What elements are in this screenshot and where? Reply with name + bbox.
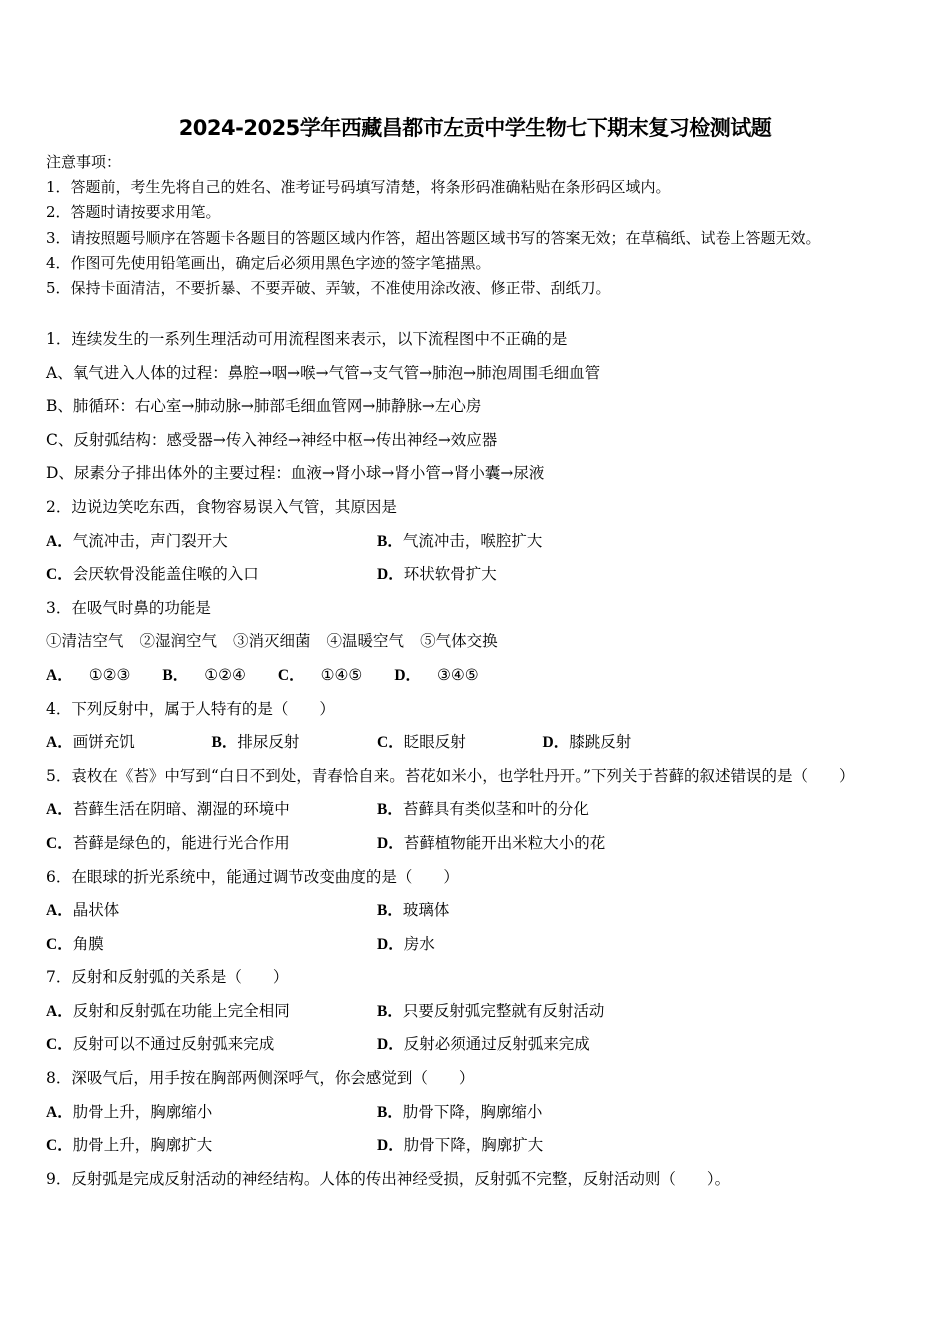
option-label: C． bbox=[46, 935, 73, 953]
option-a bbox=[46, 666, 146, 684]
list-item: ③消灭细菌 bbox=[233, 632, 311, 651]
option-text: 肋骨上升，胸廓缩小 bbox=[72, 1102, 213, 1121]
option: A、氧气进入人体的过程：鼻腔→咽→喉→气管→支气管→肺泡→肺泡周围毛细血管 bbox=[46, 363, 601, 382]
option-c bbox=[46, 558, 377, 592]
item-list bbox=[46, 625, 896, 659]
option: D、尿素分子排出体外的主要过程：血液→肾小球→肾小管→肾小囊→尿液 bbox=[46, 464, 545, 483]
option-text: 肋骨下降，胸廓扩大 bbox=[403, 1136, 544, 1155]
option-label: B． bbox=[377, 801, 403, 819]
option-row bbox=[46, 793, 896, 827]
option-row bbox=[46, 525, 896, 559]
option-label: D． bbox=[377, 1036, 404, 1054]
option-text: 房水 bbox=[403, 934, 435, 953]
option-row bbox=[46, 1028, 896, 1062]
option-label: B． bbox=[377, 1103, 403, 1121]
option-label: B． bbox=[377, 532, 403, 550]
option-d bbox=[377, 1129, 708, 1163]
option-label: C． bbox=[46, 1137, 73, 1155]
option-text: 反射和反射弧在功能上完全相同 bbox=[72, 1001, 290, 1020]
page-title: 2024-2025学年西藏昌都市左贡中学生物七下期末复习检测试题 bbox=[178, 116, 772, 140]
option-d bbox=[377, 827, 708, 861]
question-stem: 2．边说边笑吃东西，食物容易误入气管，其原因是 bbox=[46, 497, 397, 516]
option-c bbox=[46, 1129, 377, 1163]
option: C、反射弧结构：感受器→传入神经→神经中枢→传出神经→效应器 bbox=[46, 430, 498, 449]
option-row bbox=[46, 894, 896, 928]
option-text: 膝跳反射 bbox=[569, 733, 632, 752]
option-label: A． bbox=[46, 734, 73, 752]
option-label: B． bbox=[377, 902, 403, 920]
option-b bbox=[162, 666, 262, 684]
option-row bbox=[46, 659, 896, 693]
option-label: B． bbox=[162, 666, 189, 684]
option-label: D． bbox=[377, 566, 404, 584]
option-text: 角膜 bbox=[72, 934, 104, 953]
option-text: 肋骨上升，胸廓扩大 bbox=[72, 1136, 213, 1155]
option-a bbox=[46, 726, 212, 760]
note-item: 2．答题时请按要求用笔。 bbox=[46, 203, 221, 222]
question-stem: 7．反射和反射弧的关系是（ ） bbox=[46, 968, 289, 987]
question-stem: 8．深吸气后，用手按在胸部两侧深呼气，你会感觉到（ ） bbox=[46, 1069, 475, 1088]
note-item: 4．作图可先使用铅笔画出，确定后必须用黑色字迹的签字笔描黑。 bbox=[46, 253, 491, 272]
option-label: D． bbox=[377, 935, 404, 953]
list-item: ①清洁空气 bbox=[46, 632, 124, 651]
question-stem: 6．在眼球的折光系统中，能通过调节改变曲度的是（ ） bbox=[46, 867, 459, 886]
option-c bbox=[46, 827, 377, 861]
option-row bbox=[46, 726, 896, 760]
option-label: A． bbox=[46, 902, 73, 920]
option-d bbox=[377, 558, 708, 592]
notes-heading: 注意事项： bbox=[46, 153, 122, 171]
option-a bbox=[46, 793, 377, 827]
option-b bbox=[377, 1096, 708, 1130]
option-text: ①④⑤ bbox=[320, 665, 363, 684]
option-label: B． bbox=[377, 1002, 403, 1020]
option-label: D． bbox=[377, 1137, 404, 1155]
option-text: ③④⑤ bbox=[437, 665, 479, 684]
option-a bbox=[46, 1096, 377, 1130]
option-text: 苔藓具有类似茎和叶的分化 bbox=[402, 800, 589, 819]
option-b bbox=[377, 793, 708, 827]
option-text: 苔藓植物能开出米粒大小的花 bbox=[403, 833, 606, 852]
option-label: D． bbox=[394, 666, 422, 684]
option-label: C． bbox=[46, 1036, 73, 1054]
option-row bbox=[46, 995, 896, 1029]
option-text: 玻璃体 bbox=[402, 901, 450, 920]
option-label: A． bbox=[46, 532, 73, 550]
list-item: ⑤气体交换 bbox=[420, 632, 498, 651]
option-text: 画饼充饥 bbox=[72, 733, 135, 752]
option-label: D． bbox=[377, 834, 404, 852]
option-c bbox=[46, 928, 377, 962]
questions bbox=[46, 323, 896, 1196]
option-label: C． bbox=[377, 734, 404, 752]
option-a bbox=[46, 894, 377, 928]
option-b bbox=[377, 995, 708, 1029]
option-c bbox=[278, 666, 378, 684]
option-b bbox=[212, 726, 378, 760]
option-b bbox=[377, 894, 708, 928]
option-text: 气流冲击，喉腔扩大 bbox=[402, 531, 543, 550]
option-label: A． bbox=[46, 801, 73, 819]
option-text: 苔藓生活在阴暗、潮湿的环境中 bbox=[72, 800, 290, 819]
option-text: 排尿反射 bbox=[237, 733, 300, 752]
list-item: ②湿润空气 bbox=[139, 632, 218, 651]
option-a bbox=[46, 995, 377, 1029]
option-d bbox=[377, 928, 708, 962]
option-row bbox=[46, 827, 896, 861]
option-label: A． bbox=[46, 1103, 73, 1121]
option-text: 气流冲击，声门裂开大 bbox=[72, 531, 228, 550]
option-text: 晶状体 bbox=[72, 901, 120, 920]
option-text: 环状软骨扩大 bbox=[403, 565, 497, 584]
question-stem: 1．连续发生的一系列生理活动可用流程图来表示，以下流程图中不正确的是 bbox=[46, 330, 568, 348]
option-row bbox=[46, 1129, 896, 1163]
option-label: A． bbox=[46, 1002, 73, 1020]
option-c bbox=[377, 726, 543, 760]
option-b bbox=[377, 525, 708, 559]
question-stem: 3．在吸气时鼻的功能是 bbox=[46, 598, 211, 617]
note-item: 5．保持卡面清洁，不要折暴、不要弄破、弄皱，不准使用涂改液、修正带、刮纸刀。 bbox=[46, 278, 611, 297]
option-text: 反射可以不通过反射弧来完成 bbox=[72, 1035, 275, 1054]
option-text: 会厌软骨没能盖住喉的入口 bbox=[72, 565, 259, 584]
option-text: 只要反射弧完整就有反射活动 bbox=[402, 1001, 605, 1020]
option-row bbox=[46, 928, 896, 962]
option-label: D． bbox=[542, 734, 570, 752]
question-stem: 4．下列反射中，属于人特有的是（ ） bbox=[46, 699, 335, 718]
option-a bbox=[46, 525, 377, 559]
list-item: ④温暖空气 bbox=[326, 632, 405, 651]
option-text: ①②④ bbox=[204, 665, 246, 684]
question-stem: 5．袁枚在《苔》中写到“白日不到处，青春恰自来。苔花如米小，也学牡丹开。”下列关于苔藓的叙述错误的是（ ） bbox=[46, 766, 855, 785]
option-label: C． bbox=[277, 666, 305, 684]
option-label: A． bbox=[46, 666, 73, 684]
option-text: 肋骨下降，胸廓缩小 bbox=[402, 1102, 543, 1121]
option-label: B． bbox=[211, 734, 238, 752]
option-label: C． bbox=[46, 566, 73, 584]
option-d bbox=[543, 726, 709, 760]
note-item: 3．请按照题号顺序在答题卡各题目的答题区域内作答，超出答题区域书写的答案无效；在草稿纸、试卷上答题无效。 bbox=[46, 228, 821, 247]
option-row bbox=[46, 1096, 896, 1130]
option: B、肺循环：右心室→肺动脉→肺部毛细血管网→肺静脉→左心房 bbox=[46, 397, 482, 416]
option-text: 眨眼反射 bbox=[403, 733, 466, 752]
option-row bbox=[46, 558, 896, 592]
option-text: ①②③ bbox=[88, 665, 131, 684]
option-c bbox=[46, 1028, 377, 1062]
option-text: 苔藓是绿色的，能进行光合作用 bbox=[72, 833, 290, 852]
option-d bbox=[377, 1028, 708, 1062]
question-stem: 9．反射弧是完成反射活动的神经结构。人体的传出神经受损，反射弧不完整，反射活动则（ ）。 bbox=[46, 1169, 731, 1188]
notes-section bbox=[46, 150, 926, 301]
option-label: C． bbox=[46, 834, 73, 852]
note-item: 1．答题前，考生先将自己的姓名、准考证号码填写清楚，将条形码准确粘贴在条形码区域内。 bbox=[46, 178, 671, 197]
option-d bbox=[394, 666, 494, 684]
option-text: 反射必须通过反射弧来完成 bbox=[403, 1035, 590, 1054]
